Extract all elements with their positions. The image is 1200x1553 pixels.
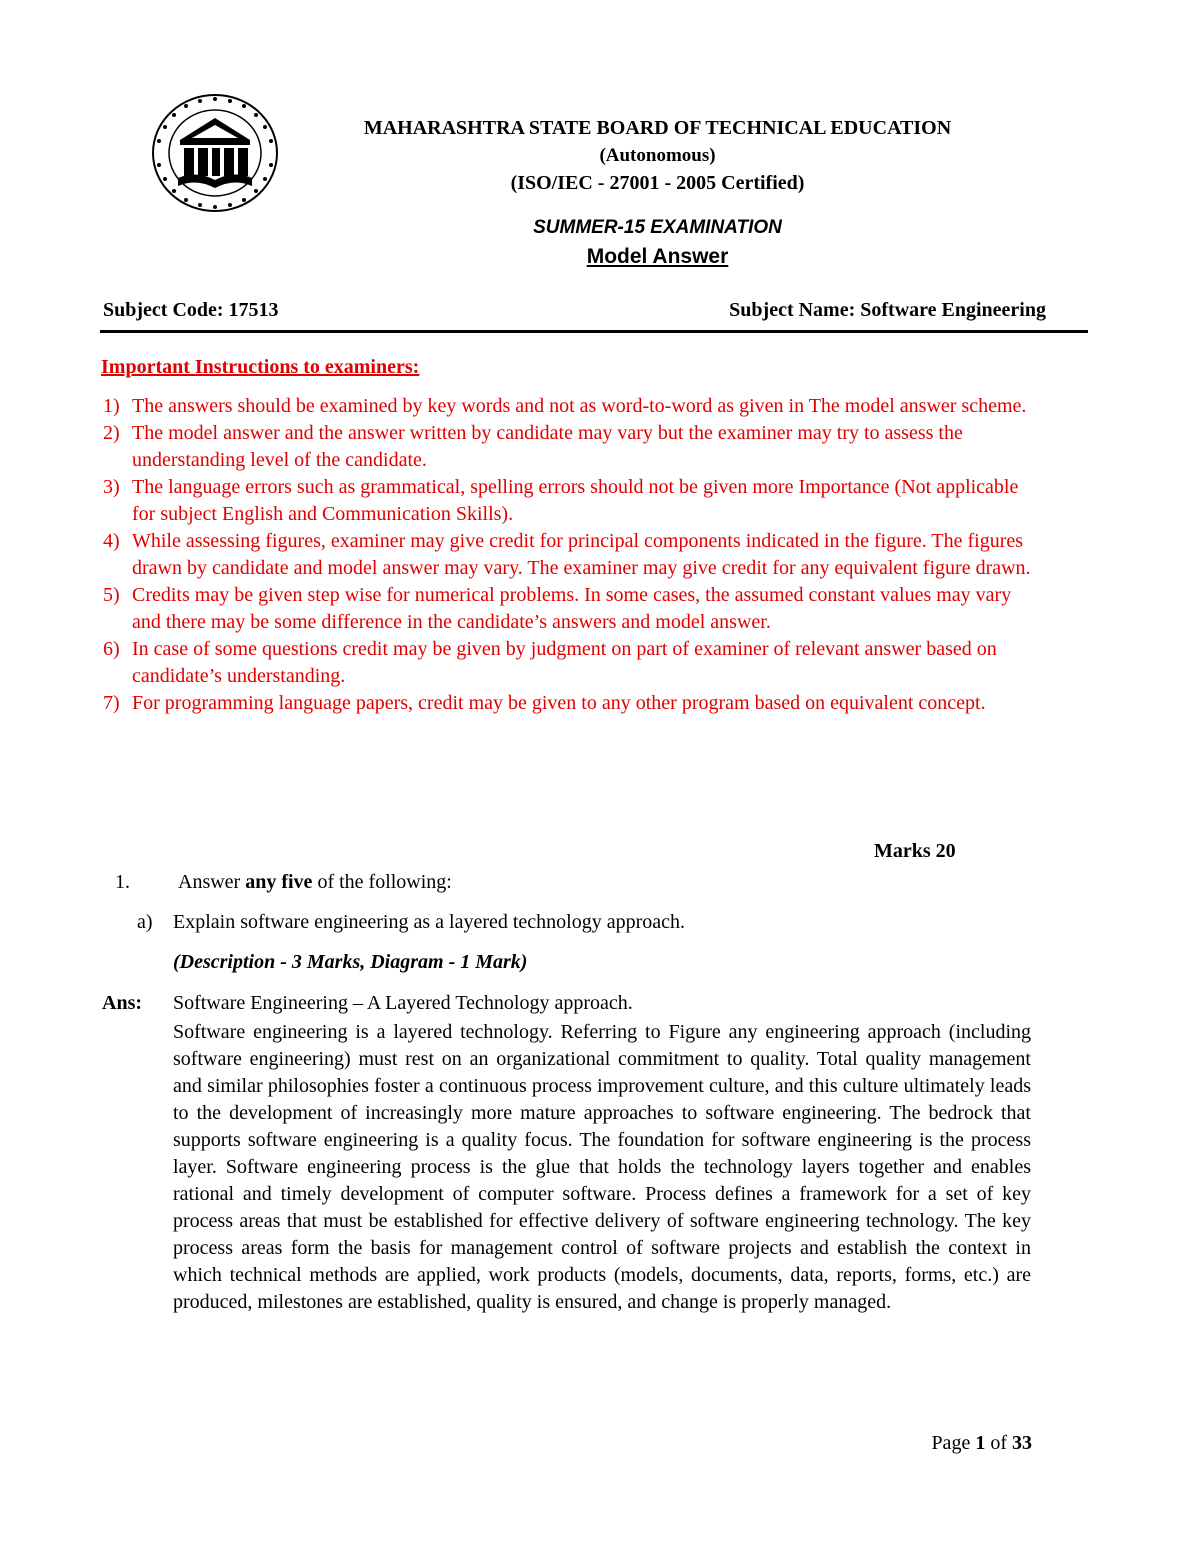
page-current: 1 — [975, 1432, 986, 1454]
header-divider — [100, 330, 1088, 333]
page-number — [931, 1432, 1032, 1455]
list-item — [103, 474, 1032, 528]
question-number: 1. — [115, 871, 130, 893]
autonomous-label: (Autonomous) — [599, 145, 716, 166]
subject-code: Subject Code: 17513 — [103, 299, 279, 321]
page-total: 33 — [1012, 1432, 1032, 1454]
page-of: of — [985, 1432, 1012, 1454]
subquestion-label: a) — [137, 911, 153, 933]
instruction-text: While assessing figures, examiner may give credit for principal components indicated in the figure. The figures drawn by candidate and model answer may vary. The examiner may give credit for any equivalent figure drawn. — [132, 530, 1031, 579]
marks-breakdown: (Description - 3 Marks, Diagram - 1 Mark) — [173, 951, 528, 973]
page-prefix: Page — [931, 1432, 976, 1454]
subject-name: Subject Name: Software Engineering — [729, 299, 1046, 321]
instruction-text: In case of some questions credit may be given by judgment on part of examiner of relevant answer based on candidate’s understanding. — [132, 638, 997, 687]
list-item — [103, 690, 1032, 717]
instruction-text: The answers should be examined by key words and not as word-to-word as given in The model answer scheme. — [132, 395, 1027, 417]
instruction-number: 5) — [103, 584, 120, 606]
instruction-number: 1) — [103, 395, 120, 417]
instruction-number: 2) — [103, 422, 120, 444]
list-item — [103, 393, 1032, 420]
answer-label: Ans: — [102, 992, 143, 1014]
instruction-text: For programming language papers, credit may be given to any other program based on equivalent concept. — [132, 692, 986, 714]
instruction-text: Credits may be given step wise for numerical problems. In some cases, the assumed constant values may vary and there may be some difference in the candidate’s answers and model answer. — [132, 584, 1012, 633]
question-text — [178, 871, 452, 894]
exam-title: SUMMER-15 EXAMINATION — [533, 217, 782, 238]
model-answer-title: Model Answer — [586, 245, 729, 268]
instruction-number: 4) — [103, 530, 120, 552]
question-text-suffix: of the following: — [312, 871, 452, 893]
list-item — [103, 528, 1032, 582]
instructions-list — [103, 393, 1032, 717]
marks-total: Marks 20 — [874, 840, 956, 862]
instruction-text: The model answer and the answer written by candidate may vary but the examiner may try to assess the understanding level of the candidate. — [132, 422, 963, 471]
answer-title: Software Engineering – A Layered Technology approach. — [173, 992, 633, 1014]
list-item — [103, 420, 1032, 474]
question-text-emphasis: any five — [245, 871, 313, 893]
instructions-heading: Important Instructions to examiners: — [101, 356, 420, 378]
instruction-number: 6) — [103, 638, 120, 660]
question-text-prefix: Answer — [178, 871, 246, 893]
iso-certification: (ISO/IEC - 27001 - 2005 Certified) — [510, 172, 805, 194]
answer-body: Software engineering is a layered technology. Referring to Figure any engineering approach (including software engineering) must rest on an organizational commitment to quality. Total quality management and similar philosophies foster a continuous process improvement culture, and this culture ultimately leads to the development of increasingly more mature approaches to software engineering. The bedrock that supports software engineering is a quality focus. The foundation for software engineering is the process layer. Software engineering process is the glue that holds the technology layers together and enables rational and timely development of computer software. Process defines a framework for a set of key process areas that must be established for effective delivery of software engineering technology. The key process areas form the basis for management control of software projects and establish the context in which technical methods are applied, work products (models, documents, data, reports, forms, etc.) are produced, milestones are established, quality is ensured, and change is properly managed. — [173, 1021, 1031, 1313]
org-name: MAHARASHTRA STATE BOARD OF TECHNICAL EDUCATION — [363, 117, 952, 139]
instruction-text: The language errors such as grammatical, spelling errors should not be given more Importance (Not applicable for subject English and Communication Skills). — [132, 476, 1019, 525]
subquestion-text: Explain software engineering as a layered technology approach. — [173, 911, 686, 933]
instruction-number: 3) — [103, 476, 120, 498]
instruction-number: 7) — [103, 692, 120, 714]
list-item — [103, 636, 1032, 690]
list-item — [103, 582, 1032, 636]
